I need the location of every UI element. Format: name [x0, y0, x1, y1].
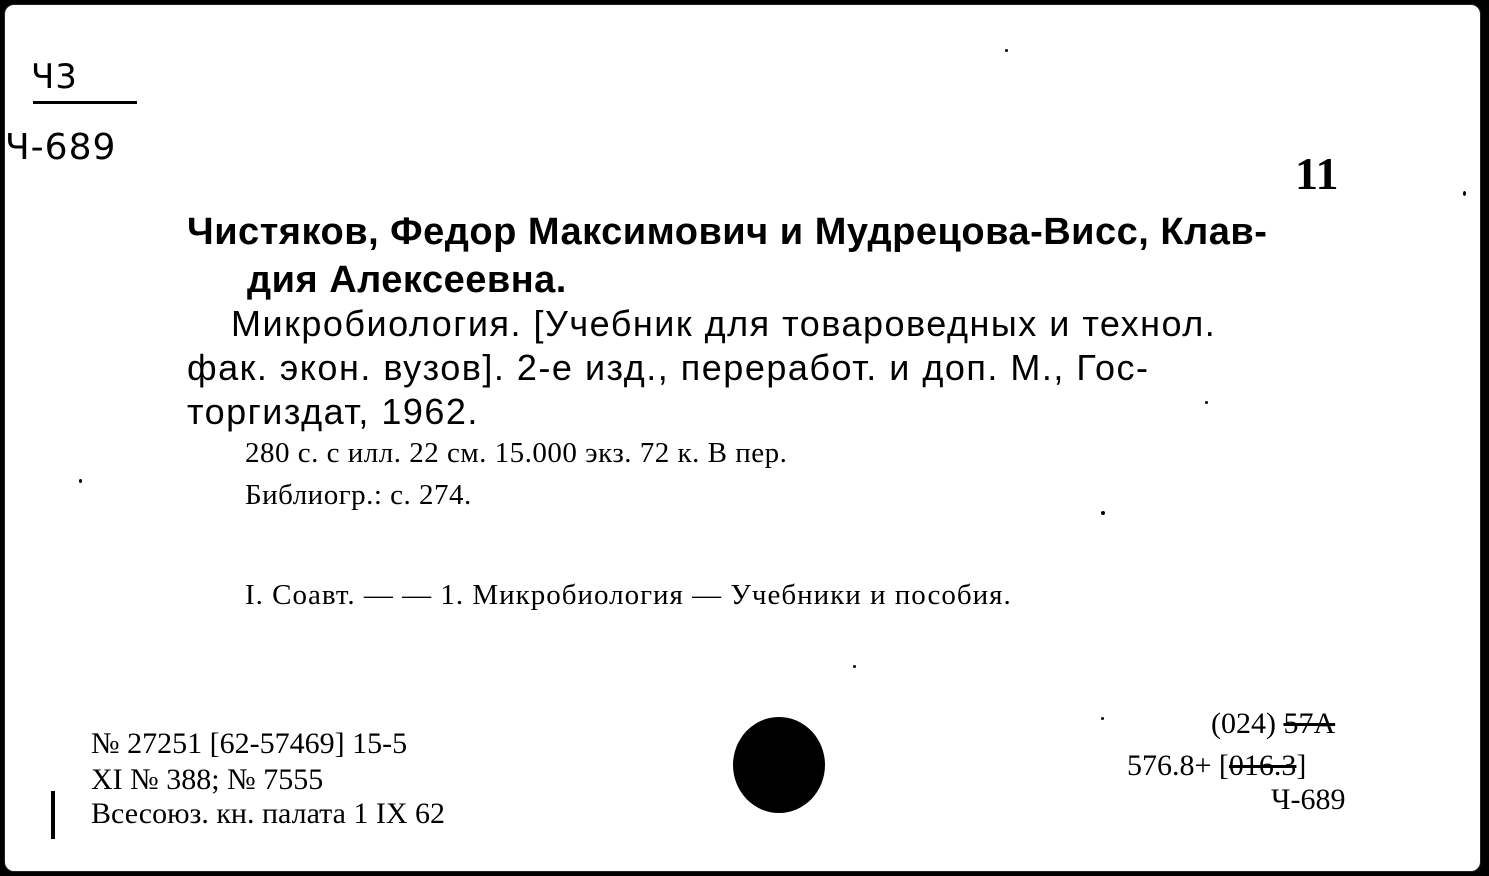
footer-line-1: № 27251 [62-57469] 15-5: [91, 727, 408, 760]
speck: [1101, 717, 1104, 720]
brace-mark: [51, 791, 55, 839]
classification-author-mark: Ч-689: [1271, 783, 1346, 816]
speck: [1101, 511, 1105, 515]
catalog-card: [4, 4, 1481, 872]
title-line-2: фак. экон. вузов]. 2-е изд., переработ. и доп. М., Гос-: [187, 347, 1150, 388]
call-number-bottom: Ч-689: [5, 127, 117, 168]
author-heading-line-1: Чистяков, Федор Максимович и Мудрецова-Висс, Клав-: [187, 211, 1268, 253]
classification-line-1: [1211, 707, 1335, 741]
call-number-top: Ч3: [31, 57, 78, 97]
title-line-3: торгиздат, 1962.: [187, 391, 479, 432]
title-line-1: Микробиология. [Учебник для товароведных и технол.: [231, 303, 1217, 344]
speck: [1205, 401, 1208, 404]
classification-udc: 576.8+ [: [1127, 749, 1229, 782]
author-heading-line-2: дия Алексеевна.: [247, 259, 567, 301]
physical-description: 280 с. с илл. 22 см. 15.000 экз. 72 к. В пер.: [245, 437, 788, 469]
classification-struck-udc: 016.3: [1228, 749, 1297, 782]
card-number: 11: [1295, 148, 1339, 199]
bibliography-note: Библиогр.: с. 274.: [245, 479, 472, 511]
footer-line-2: XI № 388; № 7555: [91, 763, 324, 796]
subject-tracing: I. Соавт. — — 1. Микробиология — Учебники и пособия.: [245, 579, 1012, 611]
footer-line-3: Всесоюз. кн. палата 1 IX 62: [91, 797, 446, 830]
classification-form-code: (024): [1211, 707, 1276, 740]
punch-hole: [733, 717, 825, 813]
classification-struck-code: 57А: [1283, 707, 1336, 740]
speck: [853, 665, 856, 668]
speck: [1005, 49, 1008, 52]
call-number-divider: [33, 101, 137, 104]
classification-line-2: [1127, 749, 1306, 783]
speck: [1463, 191, 1466, 196]
classification-bracket: ]: [1296, 749, 1307, 782]
speck: [79, 479, 82, 483]
